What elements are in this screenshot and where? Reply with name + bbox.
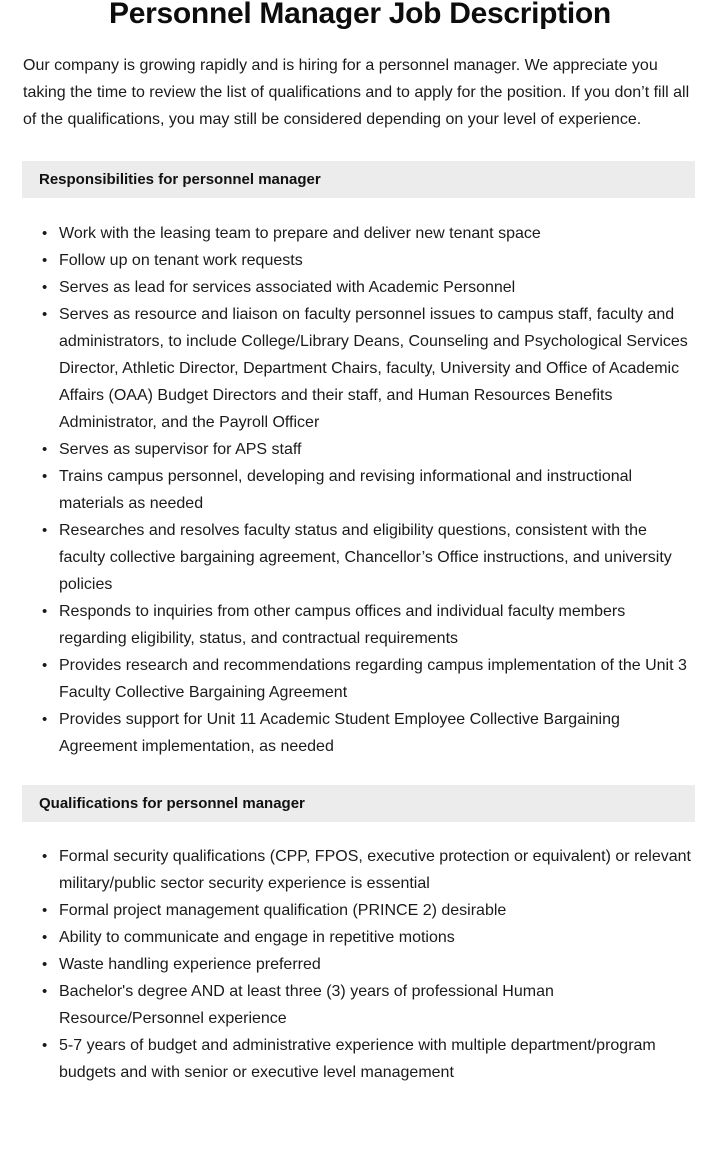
list-item: • Responds to inquiries from other campus offices and individual faculty members regarding eligibility, status, and contractual requirements	[0, 598, 720, 652]
responsibilities-section-heading: Responsibilities for personnel manager	[22, 161, 695, 198]
responsibilities-list	[0, 198, 720, 760]
qualifications-section	[0, 785, 720, 1086]
qualifications-list	[0, 822, 720, 1086]
list-item: • Serves as supervisor for APS staff	[0, 436, 720, 463]
qualifications-section-heading: Qualifications for personnel manager	[22, 785, 695, 822]
list-item: • Provides support for Unit 11 Academic Student Employee Collective Bargaining Agreement implementation, as needed	[0, 706, 720, 760]
list-item: • Waste handling experience preferred	[0, 951, 720, 978]
list-item: • Follow up on tenant work requests	[0, 247, 720, 274]
responsibilities-section	[0, 161, 720, 760]
list-item: • Serves as lead for services associated with Academic Personnel	[0, 274, 720, 301]
page-title: Personnel Manager Job Description	[109, 0, 611, 30]
list-item: • Serves as resource and liaison on faculty personnel issues to campus staff, faculty and administrators, to include College/Library Deans, Counseling and Psychological Services Director, Athletic Director, Department Chairs, faculty, University and Office of Academic Affairs (OAA) Budget Directors and their staff, and Human Resources Benefits Administrator, and the Payroll Officer	[0, 301, 720, 436]
list-item: • Ability to communicate and engage in repetitive motions	[0, 924, 720, 951]
list-item: • Provides research and recommendations regarding campus implementation of the Unit 3 Faculty Collective Bargaining Agreement	[0, 652, 720, 706]
list-item: • Work with the leasing team to prepare and deliver new tenant space	[0, 220, 720, 247]
list-item: • Formal project management qualification (PRINCE 2) desirable	[0, 897, 720, 924]
list-item: • Bachelor's degree AND at least three (3) years of professional Human Resource/Personnel experience	[0, 978, 720, 1032]
bottom-spacer	[0, 1086, 720, 1104]
list-item: • Trains campus personnel, developing and revising informational and instructional materials as needed	[0, 463, 720, 517]
list-item: • 5-7 years of budget and administrative experience with multiple department/program budgets and with senior or executive level management	[0, 1032, 720, 1086]
intro-paragraph: Our company is growing rapidly and is hiring for a personnel manager. We appreciate you taking the time to review the list of qualifications and to apply for the position. If you don’t fill all of the qualifications, you may still be considered depending on your level of experience.	[23, 57, 690, 128]
list-item: • Formal security qualifications (CPP, FPOS, executive protection or equivalent) or relevant military/public sector security experience is essential	[0, 843, 720, 897]
list-item: • Researches and resolves faculty status and eligibility questions, consistent with the faculty collective bargaining agreement, Chancellor’s Office instructions, and university policies	[0, 517, 720, 598]
